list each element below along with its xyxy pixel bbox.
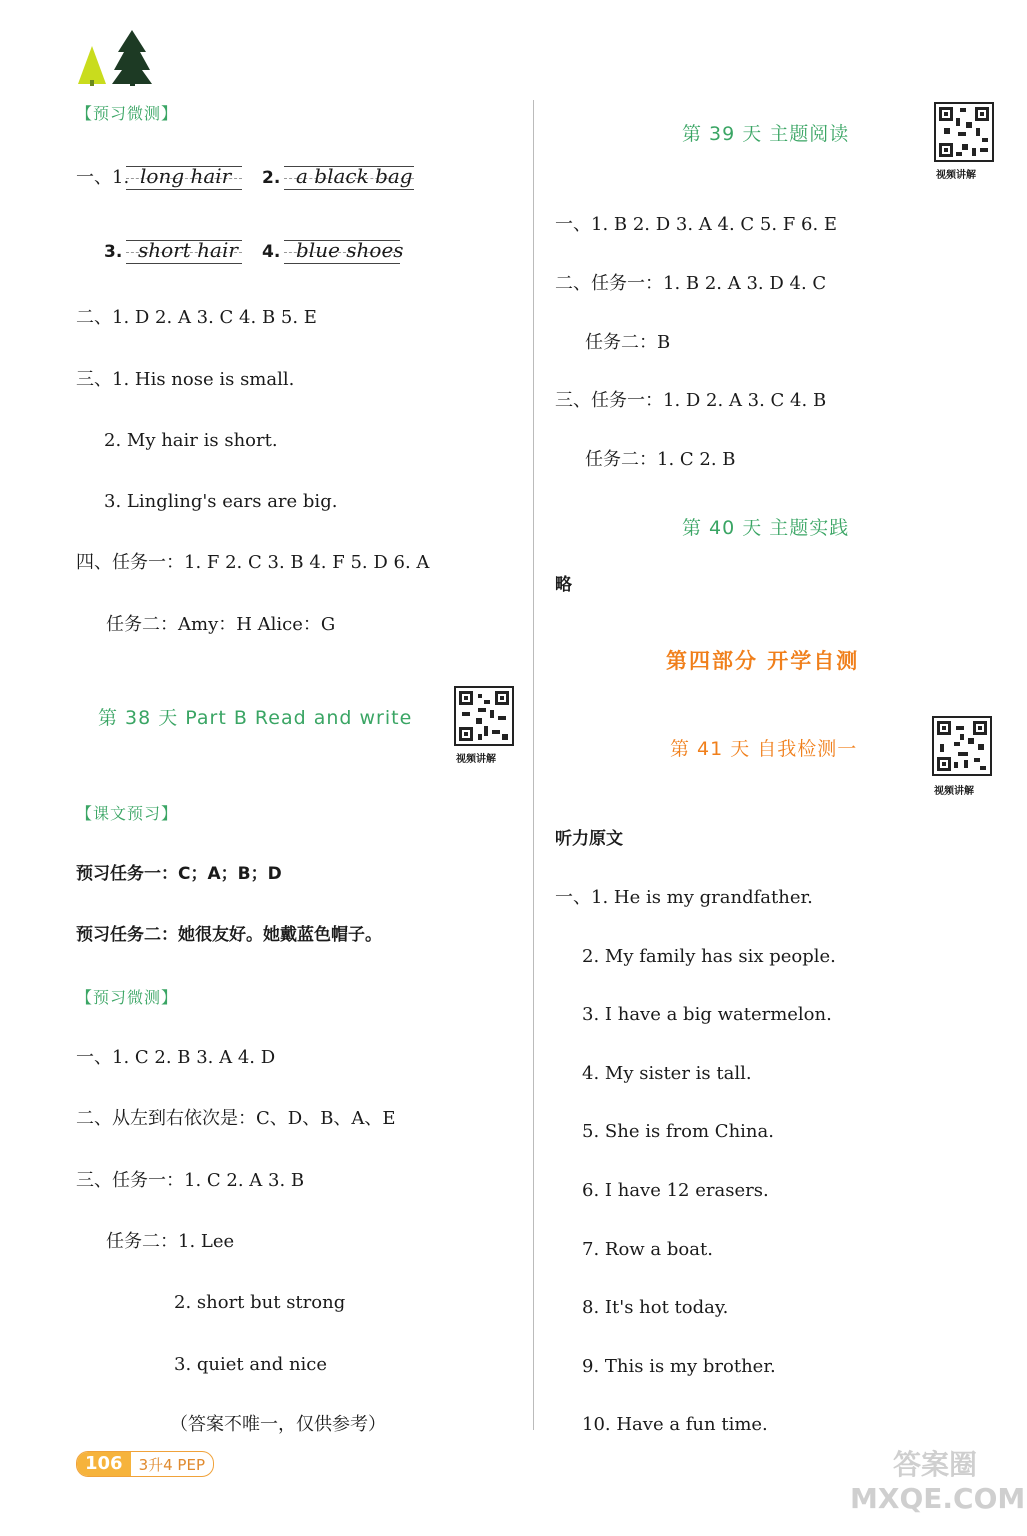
- answer-a2: 二、任务一：1. B 2. A 3. D 4. C: [555, 273, 827, 294]
- listen-2: 2. My family has six people.: [582, 946, 836, 967]
- listen-1: 一、1. He is my grandfather.: [555, 887, 813, 908]
- listen-8: 8. It's hot today.: [582, 1297, 729, 1318]
- section-label-preview-test: 【预习微测】: [76, 104, 179, 123]
- answer-q4-1: 四、任务一：1. F 2. C 3. B 4. F 5. D 6. A: [76, 552, 430, 573]
- answer-q2: 二、1. D 2. A 3. C 4. B 5. E: [76, 307, 317, 328]
- listen-4: 4. My sister is tall.: [582, 1063, 752, 1084]
- qr-label: 视频讲解: [936, 170, 976, 181]
- watermark: 答案圈 MXQE.COM: [850, 1448, 1026, 1515]
- preview-task-1: 预习任务一：C；A；B；D: [76, 864, 282, 884]
- answer-q3-2: 2. My hair is short.: [104, 430, 278, 451]
- answer-q3-3: 3. Lingling's ears are big.: [104, 491, 338, 512]
- section-label-text-preview: 【课文预习】: [76, 804, 179, 823]
- day-40-title: 第 40 天 主题实践: [682, 517, 850, 539]
- tree-icons: [74, 28, 164, 88]
- day-39-title: 第 39 天 主题阅读: [682, 123, 850, 145]
- qr-label: 视频讲解: [456, 754, 496, 765]
- answer-r4: 任务二：1. Lee: [106, 1231, 235, 1252]
- preview-task-2: 预习任务二：她很友好。她戴蓝色帽子。: [76, 925, 382, 945]
- answer-omitted: 略: [555, 575, 572, 595]
- listen-5: 5. She is from China.: [582, 1121, 774, 1142]
- listen-9: 9. This is my brother.: [582, 1356, 776, 1377]
- answer-a5: 任务二：1. C 2. B: [585, 449, 736, 470]
- q1-prefix: 一、1.: [76, 167, 130, 188]
- page-number: 106: [77, 1452, 131, 1476]
- light-tree-icon: [78, 46, 106, 84]
- day-41-title: 第 41 天 自我检测一: [670, 738, 858, 760]
- answer-r5: 2. short but strong: [174, 1292, 346, 1313]
- answer-q3-1: 三、1. His nose is small.: [76, 369, 295, 390]
- listening-script-heading: 听力原文: [555, 829, 623, 849]
- answer-r2: 二、从左到右依次是：C、D、B、A、E: [76, 1108, 396, 1129]
- q1-2-num: 2.: [262, 168, 281, 188]
- day-38-title: 第 38 天 Part B Read and write: [98, 707, 413, 729]
- answer-1-2: a black bag: [296, 164, 413, 188]
- listen-3: 3. I have a big watermelon.: [582, 1004, 832, 1025]
- answer-r6: 3. quiet and nice: [174, 1354, 328, 1375]
- answer-1-3: short hair: [138, 238, 238, 262]
- qr-code-icon[interactable]: [932, 716, 992, 776]
- listen-6: 6. I have 12 erasers.: [582, 1180, 769, 1201]
- q1-4-num: 4.: [262, 242, 281, 262]
- light-tree-trunk: [90, 80, 94, 86]
- page-number-badge: [76, 1451, 214, 1477]
- qr-label: 视频讲解: [934, 786, 974, 797]
- listen-10: 10. Have a fun time.: [582, 1414, 768, 1435]
- answer-r3: 三、任务一：1. C 2. A 3. B: [76, 1170, 305, 1191]
- column-divider: [533, 100, 534, 1430]
- q1-3-num: 3.: [104, 242, 123, 262]
- qr-code-icon[interactable]: [934, 102, 994, 162]
- answer-note: （答案不唯一，仅供参考）: [170, 1414, 386, 1435]
- answer-q4-2: 任务二：Amy：H Alice：G: [106, 614, 336, 635]
- listen-7: 7. Row a boat.: [582, 1239, 713, 1260]
- dark-tree-trunk: [130, 80, 135, 86]
- part-4-title: 第四部分 开学自测: [666, 649, 860, 673]
- answer-a3: 任务二：B: [585, 332, 671, 353]
- answer-a4: 三、任务一：1. D 2. A 3. C 4. B: [555, 390, 827, 411]
- dark-tree-icon: [112, 30, 152, 84]
- grade-label: 3升4 PEP: [138, 1455, 206, 1474]
- answer-r1: 一、1. C 2. B 3. A 4. D: [76, 1047, 276, 1068]
- answer-1-1: long hair: [140, 164, 232, 188]
- answer-1-4: blue shoes: [296, 238, 404, 262]
- answer-a1: 一、1. B 2. D 3. A 4. C 5. F 6. E: [555, 214, 838, 235]
- qr-code-icon[interactable]: [454, 686, 514, 746]
- section-label-preview-test-2: 【预习微测】: [76, 988, 179, 1007]
